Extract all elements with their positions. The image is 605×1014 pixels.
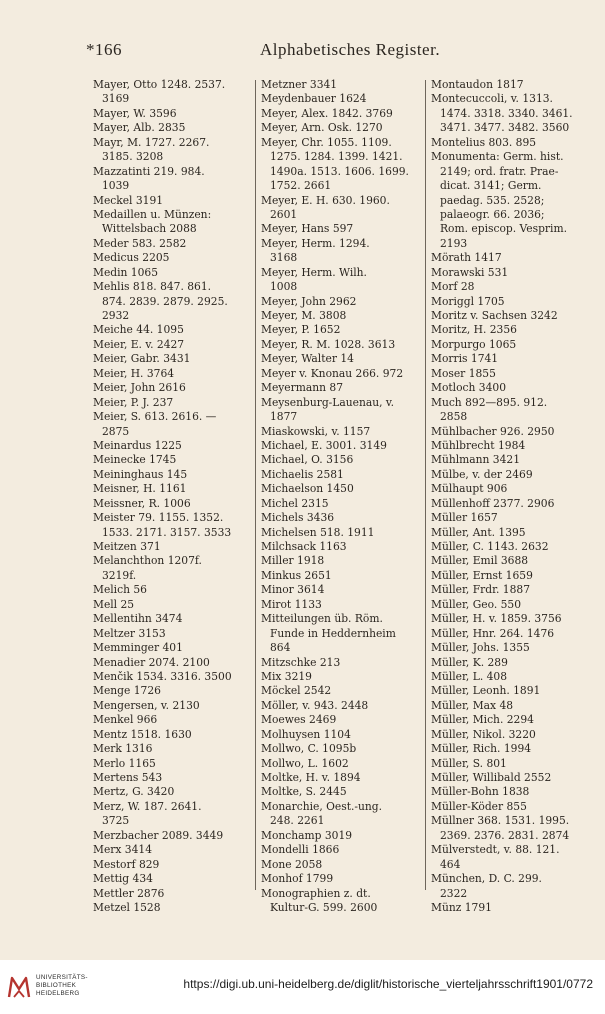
index-entry: Müller, L. 408 — [431, 669, 508, 683]
index-entry: 3185. 3208 — [102, 150, 164, 164]
source-url-link[interactable]: https://digi.ub.uni-heidelberg.de/diglit/historische_vierteljahrsschrift1901/0772 — [183, 977, 593, 991]
index-entry: Michelsen 518. 1911 — [261, 525, 375, 539]
index-entry: Mondelli 1866 — [261, 843, 340, 857]
index-entry: Meininghaus 145 — [93, 467, 188, 481]
index-entry: 1490a. 1513. 1606. 1699. — [270, 164, 409, 178]
library-name-line: HEIDELBERG — [36, 990, 80, 997]
index-entry: Michaelis 2581 — [261, 467, 344, 481]
index-entry: 1877 — [270, 410, 298, 424]
index-entry: Moser 1855 — [431, 366, 496, 380]
index-entry: Melich 56 — [93, 583, 147, 597]
index-entry: Mettler 2876 — [93, 886, 165, 900]
index-entry: Mülhaupt 906 — [431, 482, 508, 496]
index-entry: Meier, P. J. 237 — [93, 395, 174, 409]
index-entry: Müller, Hnr. 264. 1476 — [431, 626, 555, 640]
index-entry: Mühlbrecht 1984 — [431, 438, 526, 452]
index-entry: Michel 2315 — [261, 496, 329, 510]
index-entry: Monumenta: Germ. hist. — [431, 150, 564, 164]
index-entry: Menčik 1534. 3316. 3500 — [93, 669, 232, 683]
index-entry: 3169 — [102, 92, 130, 106]
index-entry: Montaudon 1817 — [431, 78, 524, 91]
index-entry: Meyer, Walter 14 — [261, 352, 354, 366]
index-entry: Meissner, R. 1006 — [93, 496, 191, 510]
index-entry: Müller, Nikol. 3220 — [431, 727, 536, 741]
index-entry: Mengersen, v. 2130 — [93, 698, 200, 712]
index-entry: Morf 28 — [431, 280, 475, 294]
column-divider — [425, 80, 426, 890]
index-entry: Mone 2058 — [261, 857, 323, 871]
index-entry: 1008 — [270, 280, 298, 294]
index-entry: Medin 1065 — [93, 265, 159, 279]
index-entry: Mörath 1417 — [431, 251, 502, 265]
index-entry: Meyer, P. 1652 — [261, 323, 341, 337]
index-entry: Montecuccoli, v. 1313. — [431, 92, 553, 106]
index-entry: Morris 1741 — [431, 352, 499, 366]
index-entry: Mell 25 — [93, 597, 135, 611]
index-entry: Meinecke 1745 — [93, 453, 177, 467]
index-entry: 1039 — [102, 179, 130, 193]
index-entry: Meisner, H. 1161 — [93, 482, 187, 496]
index-entry: Möller, v. 943. 2448 — [261, 698, 369, 712]
index-entry: dicat. 3141; Germ. — [440, 179, 542, 193]
index-entry: Merk 1316 — [93, 742, 153, 756]
index-entry: Monhof 1799 — [261, 872, 334, 886]
index-entry: Moltke, H. v. 1894 — [261, 771, 361, 784]
index-column-3 — [431, 78, 589, 915]
index-entry: 2601 — [270, 207, 298, 221]
index-entry: Meier, John 2616 — [93, 381, 186, 395]
index-entry: Müller, K. 289 — [431, 655, 508, 669]
index-entry: Rom. episcop. Vesprim. — [440, 222, 567, 236]
index-entry: Merx 3414 — [93, 843, 153, 857]
index-entry: 1533. 2171. 3157. 3533 — [102, 525, 232, 539]
index-entry: 2932 — [102, 309, 130, 322]
index-entry: 3725 — [102, 814, 130, 828]
index-entry: Müller, S. 801 — [431, 756, 507, 770]
page-number: *166 — [86, 40, 122, 59]
column-divider — [255, 80, 256, 890]
index-entry: Moltke, S. 2445 — [261, 785, 347, 799]
index-entry: Minkus 2651 — [261, 568, 332, 582]
index-entry: Menge 1726 — [93, 684, 161, 698]
index-entry: Mentz 1518. 1630 — [93, 727, 192, 741]
index-entry: Mayer, Otto 1248. 2537. — [93, 78, 226, 91]
index-column-2 — [261, 78, 421, 915]
index-entry: Meiche 44. 1095 — [93, 323, 184, 337]
index-entry: Mollwo, C. 1095b — [261, 742, 357, 756]
index-entry: Merz, W. 187. 2641. — [93, 799, 202, 813]
index-entry: Meyer v. Knonau 266. 972 — [261, 366, 404, 380]
index-entry: Meyer, Chr. 1055. 1109. — [261, 135, 392, 149]
index-entry: Much 892—895. 912. — [431, 395, 548, 409]
index-entry: Müllner 368. 1531. 1995. — [431, 814, 570, 828]
index-entry: 2322 — [440, 886, 468, 900]
index-entry: 1752. 2661 — [270, 179, 332, 193]
index-entry: Meier, S. 613. 2616. — — [93, 410, 217, 424]
index-entry: Miller 1918 — [261, 554, 325, 568]
index-entry: Müller, H. v. 1859. 3756 — [431, 612, 562, 626]
index-entry: Meckel 3191 — [93, 193, 164, 207]
index-entry: 2193 — [440, 236, 468, 250]
index-entry: Funde in Heddernheim — [270, 626, 396, 640]
index-entry: Meltzer 3153 — [93, 626, 166, 640]
library-name-line: BIBLIOTHEK — [36, 982, 77, 989]
index-entry: Wittelsbach 2088 — [102, 222, 197, 236]
index-entry: Meyer, John 2962 — [261, 294, 357, 308]
index-entry: Mollwo, L. 1602 — [261, 756, 349, 770]
index-entry: München, D. C. 299. — [431, 872, 542, 886]
index-entry: palaeogr. 66. 2036; — [440, 207, 545, 221]
index-entry: Moewes 2469 — [261, 713, 337, 727]
index-entry: Meysenburg-Lauenau, v. — [261, 395, 395, 409]
index-entry: Meyer, Alex. 1842. 3769 — [261, 106, 393, 120]
index-entry: Mellentihn 3474 — [93, 612, 183, 626]
index-entry: Monchamp 3019 — [261, 828, 353, 842]
index-entry: Müller, C. 1143. 2632 — [431, 540, 549, 553]
index-entry: Müller 1657 — [431, 511, 498, 525]
index-entry: 2875 — [102, 424, 130, 438]
index-entry: Mestorf 829 — [93, 857, 160, 871]
index-entry: Meier, H. 3764 — [93, 366, 175, 380]
index-entry: Müller, Ant. 1395 — [431, 525, 526, 539]
index-entry: 3168 — [270, 251, 298, 265]
index-entry: Mazzatinti 219. 984. — [93, 164, 205, 178]
index-entry: Mehlis 818. 847. 861. — [93, 280, 212, 294]
index-entry: Müllenhoff 2377. 2906 — [431, 496, 555, 510]
index-entry: Mayr, M. 1727. 2267. — [93, 135, 210, 149]
index-entry: 2149; ord. fratr. Prae- — [440, 164, 559, 178]
index-entry: Moriggl 1705 — [431, 294, 505, 308]
index-entry: Monarchie, Oest.-ung. — [261, 799, 383, 813]
index-entry: Mettig 434 — [93, 872, 153, 886]
index-entry: Müller, Frdr. 1887 — [431, 583, 531, 597]
index-entry: 248. 2261 — [270, 814, 325, 828]
index-entry: Meyer, M. 3808 — [261, 309, 347, 322]
index-entry: Mitzschke 213 — [261, 655, 341, 669]
page-header — [86, 40, 581, 62]
index-entry: Meydenbauer 1624 — [261, 92, 367, 106]
index-entry: 2369. 2376. 2831. 2874 — [440, 828, 570, 842]
index-entry: Mix 3219 — [261, 669, 312, 683]
index-entry: Morawski 531 — [431, 265, 509, 279]
index-entry: Morpurgo 1065 — [431, 337, 517, 351]
index-entry: Meyermann 87 — [261, 381, 344, 395]
index-entry: Meder 583. 2582 — [93, 236, 187, 250]
index-entry: Mühlbacher 926. 2950 — [431, 424, 555, 438]
index-entry: Müller, Rich. 1994 — [431, 742, 532, 756]
index-entry: 1275. 1284. 1399. 1421. — [270, 150, 403, 164]
index-entry: Müller-Köder 855 — [431, 799, 527, 813]
index-entry: Müller, Mich. 2294 — [431, 713, 534, 727]
index-entry: Mertz, G. 3420 — [93, 785, 175, 799]
index-entry: Mülverstedt, v. 88. 121. — [431, 843, 560, 857]
index-entry: Meyer, Herm. Wilh. — [261, 265, 367, 279]
index-column-1 — [93, 78, 253, 915]
index-entry: Müller, Leonh. 1891 — [431, 684, 541, 698]
index-entry: 2858 — [440, 410, 468, 424]
index-entry: Mülbe, v. der 2469 — [431, 467, 533, 481]
digitization-footer — [0, 960, 605, 1014]
index-entry: Münz 1791 — [431, 900, 492, 914]
index-entry: Milchsack 1163 — [261, 540, 347, 553]
index-entry: Meyer, Hans 597 — [261, 222, 354, 236]
index-entry: Motloch 3400 — [431, 381, 506, 395]
index-entry: 464 — [440, 857, 461, 871]
index-entry: Müller, Max 48 — [431, 698, 514, 712]
index-entry: Melanchthon 1207f. — [93, 554, 202, 568]
index-entry: Kultur-G. 599. 2600 — [270, 900, 378, 914]
index-entry: Meister 79. 1155. 1352. — [93, 511, 224, 525]
index-entry: Minor 3614 — [261, 583, 325, 597]
index-entry: Müller-Bohn 1838 — [431, 785, 530, 799]
index-entry: Müller, Ernst 1659 — [431, 568, 533, 582]
index-entry: Meitzen 371 — [93, 540, 161, 553]
index-entry: Menkel 966 — [93, 713, 158, 727]
index-entry: 3471. 3477. 3482. 3560 — [440, 121, 570, 135]
index-entry: Meyer, Herm. 1294. — [261, 236, 370, 250]
index-entry: Menadier 2074. 2100 — [93, 655, 210, 669]
index-entry: Moritz, H. 2356 — [431, 323, 517, 337]
library-name — [36, 974, 88, 998]
index-entry: Michaelson 1450 — [261, 482, 354, 496]
index-entry: Mirot 1133 — [261, 597, 322, 611]
index-entry: Mayer, Alb. 2835 — [93, 121, 186, 135]
index-entry: Metzner 3341 — [261, 78, 338, 91]
index-entry: Merlo 1165 — [93, 756, 156, 770]
index-entry: Montelius 803. 895 — [431, 135, 537, 149]
index-entry: 864 — [270, 641, 291, 655]
index-entry: Mayer, W. 3596 — [93, 106, 177, 120]
index-entry: Meyer, R. M. 1028. 3613 — [261, 337, 396, 351]
index-entry: Meyer, Arn. Osk. 1270 — [261, 121, 383, 135]
index-entry: Medicus 2205 — [93, 251, 170, 265]
running-title: Alphabetisches Register. — [260, 40, 441, 59]
index-entry: Metzel 1528 — [93, 900, 161, 914]
library-name-line: UNIVERSITÄTS- — [36, 974, 88, 981]
index-entry: Müller, Geo. 550 — [431, 597, 522, 611]
index-entry: Michael, E. 3001. 3149 — [261, 438, 387, 452]
library-logo-icon — [6, 974, 32, 1000]
index-entry: Miaskowski, v. 1157 — [261, 424, 371, 438]
index-entry: Molhuysen 1104 — [261, 727, 351, 741]
index-entry: Mertens 543 — [93, 771, 163, 784]
index-entry: Medaillen u. Münzen: — [93, 207, 212, 221]
index-entry: Mitteilungen üb. Röm. — [261, 612, 383, 626]
index-entry: Meinardus 1225 — [93, 438, 182, 452]
index-entry: Müller, Johs. 1355 — [431, 641, 530, 655]
index-entry: Memminger 401 — [93, 641, 183, 655]
index-entry: Möckel 2542 — [261, 684, 332, 698]
index-entry: Meyer, E. H. 630. 1960. — [261, 193, 390, 207]
index-entry: Michels 3436 — [261, 511, 335, 525]
index-entry: paedag. 535. 2528; — [440, 193, 545, 207]
index-entry: 3219f. — [102, 568, 137, 582]
index-entry: Michael, O. 3156 — [261, 453, 354, 467]
index-entry: Müller, Willibald 2552 — [431, 771, 552, 784]
index-entry: 874. 2839. 2879. 2925. — [102, 294, 228, 308]
index-entry: Meier, E. v. 2427 — [93, 337, 185, 351]
index-entry: 1474. 3318. 3340. 3461. — [440, 106, 573, 120]
index-entry: Moritz v. Sachsen 3242 — [431, 309, 558, 322]
index-entry: Müller, Emil 3688 — [431, 554, 529, 568]
index-entry: Mühlmann 3421 — [431, 453, 520, 467]
index-entry: Monographien z. dt. — [261, 886, 371, 900]
index-entry: Merzbacher 2089. 3449 — [93, 828, 224, 842]
index-entry: Meier, Gabr. 3431 — [93, 352, 191, 366]
